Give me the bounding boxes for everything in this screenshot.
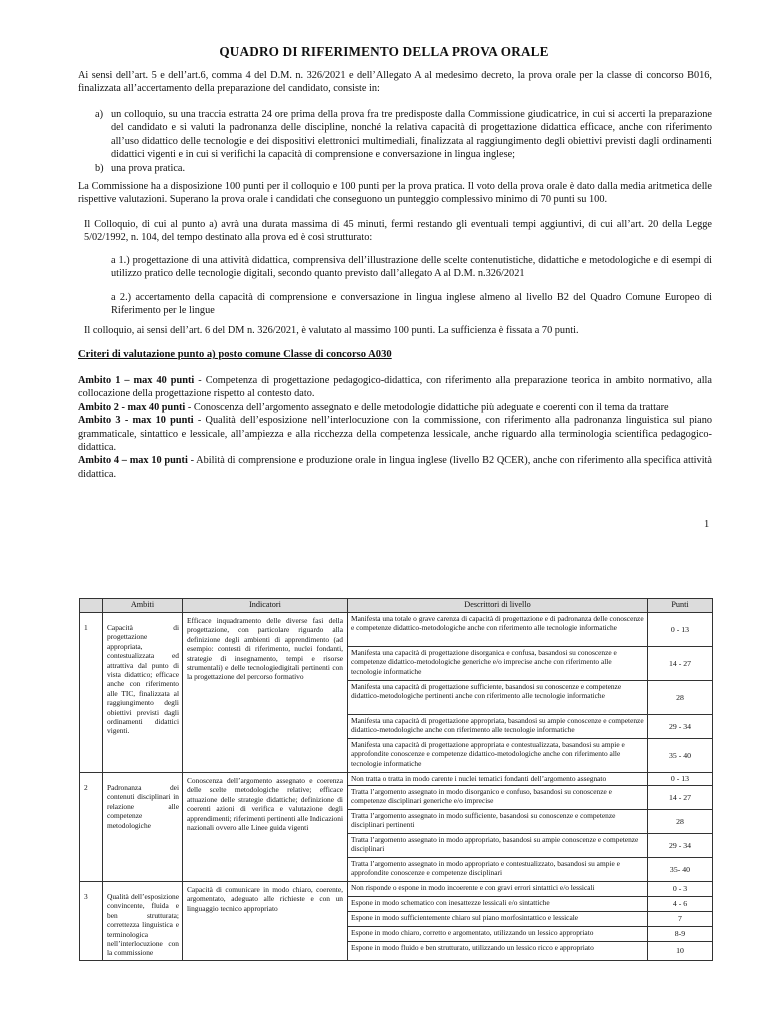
punti-cell: 28 bbox=[648, 810, 713, 834]
ambito-cell: Qualità dell’esposizione convincente, fluida e ben strutturata; correttezza linguistica e terminologica nell’interlocuzione con la commissione bbox=[103, 882, 183, 961]
list-item bbox=[78, 162, 712, 175]
descrittore-cell: Tratta l’argomento assegnato in modo appropriato e contestualizzato, basandosi su ampie e approfondite conoscenze e competenze disciplinari bbox=[348, 858, 648, 882]
descrittore-cell: Tratta l’argomento assegnato in modo sufficiente, basandosi su conoscenze e competenze disciplinari pertinenti bbox=[348, 810, 648, 834]
ambito-cell: Capacità di progettazione appropriata, contestualizzata ed attrattiva dal punto di vista didattico; efficace anche con riferimento alle TIC, finalizzata al raggiungimento degli obiettivi previsti dagli ordinamenti didattici vigenti. bbox=[103, 613, 183, 773]
page-title: QUADRO DI RIFERIMENTO DELLA PROVA ORALE bbox=[219, 44, 549, 59]
descrittore-cell: Non tratta o tratta in modo carente i nuclei tematici fondanti dell’argomento assegnato bbox=[348, 773, 648, 786]
descrittore-cell: Tratta l’argomento assegnato in modo disorganico e confuso, basandosi su conoscenze e competenze disciplinari generiche e/o imprecise bbox=[348, 786, 648, 810]
ambito-cell: Padronanza dei contenuti disciplinari in relazione alle competenze metodologiche bbox=[103, 773, 183, 882]
indicatori-cell: Capacità di comunicare in modo chiaro, coerente, argomentato, adeguato alle richieste e con un linguaggio tecnico appropriato bbox=[183, 882, 348, 961]
list-item-text: una prova pratica. bbox=[111, 162, 186, 174]
table-row bbox=[80, 882, 713, 897]
ambito-text: - Abilità di comprensione e produzione orale in lingua inglese (livello B2 QCER), anche con riferimento alla specifica attività didattica. bbox=[78, 455, 712, 480]
punti-cell: 14 - 27 bbox=[648, 647, 713, 681]
descrittore-cell: Non risponde o espone in modo incoerente e con gravi errori sintattici e/o lessicali bbox=[348, 882, 648, 897]
sub-item-a2: a 2.) accertamento della capacità di comprensione e conversazione in lingua inglese almeno al livello B2 del Quadro Comune Europeo di Riferimento per le lingue bbox=[111, 292, 712, 317]
punti-cell: 29 - 34 bbox=[648, 834, 713, 858]
punti-cell: 0 - 13 bbox=[648, 773, 713, 786]
descrittore-cell: Manifesta una capacità di progettazione disorganica e confusa, basandosi su conoscenze e competenze didattico-metodologiche generiche e/o imprecise anche con riferimento alle tecnologie informatiche bbox=[348, 647, 648, 681]
evaluation-table bbox=[79, 598, 713, 961]
page-number: 1 bbox=[704, 519, 710, 530]
table-header: Indicatori bbox=[183, 599, 348, 613]
valutazione-paragraph: Il colloquio, ai sensi dell’art. 6 del DM n. 326/2021, è valutato al massimo 100 punti. La sufficienza è fissata a 70 punti. bbox=[84, 325, 579, 336]
table-row bbox=[80, 773, 713, 786]
ambito-label: Ambito 4 – max 10 punti bbox=[78, 455, 188, 467]
modalities-list bbox=[78, 108, 712, 175]
punti-cell: 0 - 3 bbox=[648, 882, 713, 897]
descrittore-cell: Manifesta una capacità di progettazione appropriata, basandosi su ampie conoscenze e competenze didattico-metodologiche anche con riferimento alle tecnologie informatiche bbox=[348, 715, 648, 739]
ambiti-list bbox=[78, 374, 712, 481]
table-header: Punti bbox=[648, 599, 713, 613]
list-item-text: un colloquio, su una traccia estratta 24 ore prima della prova fra tre predisposte dalla Commissione giudicatrice, in cui si accerti la preparazione del candidato e si valuti la padronanza delle discipline, nonché la relativa capacità di progettazione didattica efficace, anche con riferimento all’uso didattico delle tecnologie e dei dispositivi elettronici multimediali, finalizzata al raggiungimento degli obiettivi previsti dagli ordinamenti didattici vigenti e in cui si verifichi la capacità di comprensione e conversazione in lingua inglese; bbox=[111, 109, 712, 161]
ambito-label: Ambito 2 - max 40 punti bbox=[78, 401, 186, 413]
table-header: Descrittori di livello bbox=[348, 599, 648, 613]
ambito-text: - Qualità dell’esposizione nell’interlocuzione con la commissione, con riferimento alla padronanza linguistica sul piano grammaticale, sintattico e lessicale, all’ampiezza e alla ricchezza della competenza lessicale, anche riguardo alla terminologia scientifica pedagogico-didattica. bbox=[78, 415, 712, 454]
sub-item-a1: a 1.) progettazione di una attività didattica, comprensiva dell’illustrazione delle scelte contenutistiche, didattiche e metodologiche e di esempi di utilizzo pratico delle tecnologie digitali, secondo quanto previsto dall’allegato A al D.M. n.326/2021 bbox=[111, 255, 712, 280]
punti-cell: 4 - 6 bbox=[648, 896, 713, 911]
indicatori-cell: Conoscenza dell’argomento assegnato e coerenza delle scelte metodologiche relative; efficace attuazione delle strategie didattiche; definizione di coerenti azioni di verifica e valutazione degli apprendimenti; riferimenti pertinenti alle Indicazioni nazionali ovvero alle Linee guida vigenti bbox=[183, 773, 348, 882]
descrittore-cell: Espone in modo schematico con inesattezze lessicali e/o sintattiche bbox=[348, 896, 648, 911]
punti-cell: 7 bbox=[648, 911, 713, 926]
descrittore-cell: Espone in modo sufficientemente chiaro sul piano morfosintattico e lessicale bbox=[348, 911, 648, 926]
punti-cell: 8-9 bbox=[648, 926, 713, 941]
table-row bbox=[80, 613, 713, 647]
punti-cell: 10 bbox=[648, 941, 713, 960]
table-header bbox=[80, 599, 103, 613]
descrittore-cell: Manifesta una capacità di progettazione appropriata e contestualizzata, basandosi su ampie e approfondite conoscenze e competenze didattico-metodologiche anche con riferimento alle tecnologie informatiche bbox=[348, 739, 648, 773]
ambito-item bbox=[78, 414, 712, 454]
intro-paragraph: Ai sensi dell’art. 5 e dell’art.6, comma 4 del D.M. n. 326/2021 e dell’Allegato A al medesimo decreto, la prova orale per la classe di concorso B016, finalizzata all’accertamento della preparazione del candidato, consiste in: bbox=[78, 70, 712, 95]
ambito-item bbox=[78, 374, 712, 401]
descrittore-cell: Manifesta una totale o grave carenza di capacità di progettazione e di padronanza delle conoscenze e competenze didattico-metodologiche anche con riferimento alle tecnologie informatiche bbox=[348, 613, 648, 647]
punti-cell: 28 bbox=[648, 681, 713, 715]
ambito-label: Ambito 3 - max 10 punti bbox=[78, 415, 194, 427]
punti-cell: 14 - 27 bbox=[648, 786, 713, 810]
ambito-number: 1 bbox=[80, 613, 103, 773]
list-marker: a) bbox=[95, 109, 103, 120]
ambito-text: - Conoscenza dell’argomento assegnato e delle metodologie didattiche più adeguate e coerenti con il tema da trattare bbox=[185, 401, 669, 413]
descrittore-cell: Espone in modo chiaro, corretto e argomentato, utilizzando un lessico appropriato bbox=[348, 926, 648, 941]
punti-cell: 0 - 13 bbox=[648, 613, 713, 647]
ambito-label: Ambito 1 – max 40 punti bbox=[78, 375, 195, 386]
ambito-item bbox=[78, 454, 712, 481]
descrittore-cell: Tratta l’argomento assegnato in modo appropriato, basandosi su ampie conoscenze e competenze disciplinari bbox=[348, 834, 648, 858]
descrittore-cell: Espone in modo fluido e ben strutturato, utilizzando un lessico ricco e appropriato bbox=[348, 941, 648, 960]
punti-cell: 29 - 34 bbox=[648, 715, 713, 739]
ambito-text: - Competenza di progettazione pedagogico-didattica, con riferimento alla preparazione teorica in ambito normativo, alla collocazione della progettazione rispetto al contesto dato. bbox=[78, 375, 712, 400]
colloquio-paragraph: Il Colloquio, di cui al punto a) avrà una durata massima di 45 minuti, fermi restando gli eventuali tempi aggiuntivi, di cui all’art. 20 della Legge 5/02/1992, n. 104, del tempo destinato alla prova ed è così strutturato: bbox=[84, 219, 712, 244]
table-header-row bbox=[80, 599, 713, 613]
punti-cell: 35 - 40 bbox=[648, 739, 713, 773]
list-marker: b) bbox=[95, 162, 104, 174]
indicatori-cell: Efficace inquadramento delle diverse fasi della progettazione, con particolare riguardo alla definizione degli ambienti di apprendimento (ad esempio: contesti di riferimento, nuclei fondanti, strategie di insegnamento, tempi e risorse strumentali) e delle tecnologiedigitali pertinenti con la progettazione del percorso formativo bbox=[183, 613, 348, 773]
ambito-number: 2 bbox=[80, 773, 103, 882]
descrittore-cell: Manifesta una capacità di progettazione sufficiente, basandosi su conoscenze e competenze didattico-metodologiche pertinenti anche con riferimento alle tecnologie informatiche bbox=[348, 681, 648, 715]
ambito-number: 3 bbox=[80, 882, 103, 961]
ambito-item bbox=[78, 401, 712, 414]
table-header: Ambiti bbox=[103, 599, 183, 613]
list-item bbox=[78, 108, 712, 162]
criteria-title: Criteri di valutazione punto a) posto comune Classe di concorso A030 bbox=[78, 349, 392, 360]
punti-cell: 35- 40 bbox=[648, 858, 713, 882]
commission-paragraph: La Commissione ha a disposizione 100 punti per il colloquio e 100 punti per la prova pratica. Il voto della prova orale è dato dalla media aritmetica delle rispettive valutazioni. Superano la prova orale i candidati che conseguono un punteggio complessivo minimo di 70 punti su 100. bbox=[78, 181, 712, 206]
